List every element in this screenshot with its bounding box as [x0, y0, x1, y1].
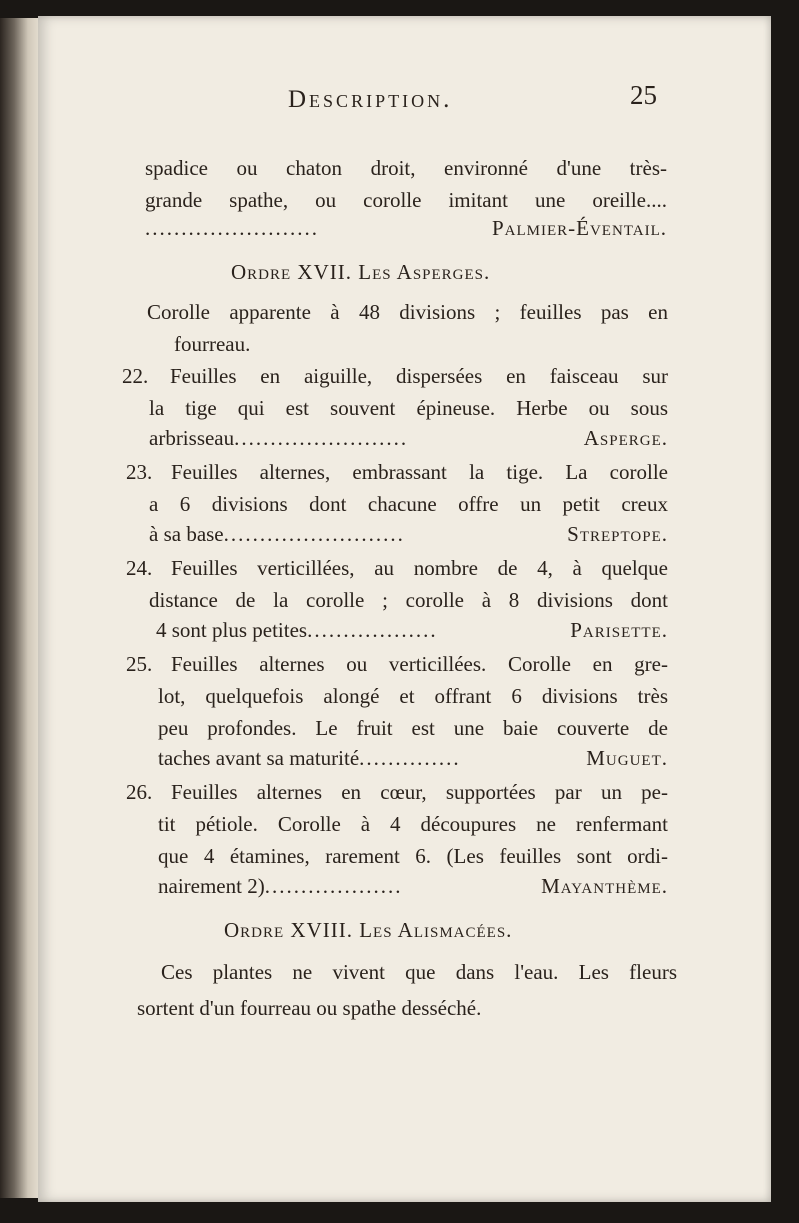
text-span: nairement 2) [158, 874, 265, 898]
text-line: tit pétiole. Corolle à 4 découpures ne renfermant [158, 812, 668, 836]
plant-name: Streptope. [567, 522, 668, 546]
text-line: Corolle apparente à 48 divisions ; feuilles pas en [147, 300, 668, 324]
plant-name: Parisette. [570, 618, 668, 642]
entry-number: 25. [126, 652, 153, 676]
plant-name: Palmier-Éventail. [491, 216, 667, 240]
text-line: que 4 étamines, rarement 6. (Les feuilles sont ordi- [158, 844, 668, 868]
text-line [149, 424, 668, 452]
text-line: la tige qui est souvent épineuse. Herbe ou sous [149, 396, 668, 420]
entry-number: 26. [126, 780, 153, 804]
leader-dots: ........................ [234, 426, 409, 450]
text-line: Feuilles alternes en cœur, supportées par un pe- [171, 780, 668, 804]
book-page [38, 16, 771, 1202]
plant-name: Muguet. [586, 746, 668, 770]
leader-dots: ........................ [145, 216, 319, 240]
leader-dots: ......................... [223, 522, 405, 546]
text-line: Feuilles alternes, embrassant la tige. La corolle [171, 460, 668, 484]
text-line [158, 872, 668, 900]
text-line: fourreau. [174, 332, 251, 356]
text-line: sortent d'un fourreau ou spathe desséché. [137, 996, 482, 1020]
text-line: peu profondes. Le fruit est une baie couverte de [158, 716, 668, 740]
text-line: Feuilles verticillées, au nombre de 4, à quelque [171, 556, 668, 580]
order-heading: Ordre XVII. Les Asperges. [231, 260, 491, 284]
book-binding-edge [0, 18, 40, 1198]
text-span: taches avant sa maturité [158, 746, 360, 770]
text-line: distance de la corolle ; corolle à 8 divisions dont [149, 588, 668, 612]
order-heading: Ordre XVIII. Les Alismacées. [224, 918, 513, 942]
text-span: à sa base [149, 522, 224, 546]
plant-name: Mayanthème. [541, 874, 668, 898]
page-number: 25 [630, 80, 657, 110]
text-line [158, 744, 668, 772]
plant-name: Asperge. [583, 426, 668, 450]
text-line: grande spathe, ou corolle imitant une oreille.... [145, 188, 667, 212]
text-line [149, 520, 668, 548]
text-span: arbrisseau [149, 426, 235, 450]
leader-dots: .................. [307, 618, 438, 642]
entry-number: 23. [126, 460, 153, 484]
running-title: Description. [288, 86, 453, 113]
text-line: a 6 divisions dont chacune offre un petit creux [149, 492, 668, 516]
entry-number: 22. [122, 364, 149, 388]
text-line: spadice ou chaton droit, environné d'une très- [145, 156, 667, 180]
text-line: Ces plantes ne vivent que dans l'eau. Les fleurs [161, 960, 677, 984]
text-line [145, 214, 667, 242]
leader-dots: .............. [359, 746, 461, 770]
page-header [38, 80, 771, 120]
entry-number: 24. [126, 556, 153, 580]
text-span: 4 sont plus petites [156, 618, 308, 642]
text-line: Feuilles alternes ou verticillées. Corolle en gre- [171, 652, 668, 676]
text-line: Feuilles en aiguille, dispersées en faisceau sur [170, 364, 668, 388]
leader-dots: ................... [264, 874, 403, 898]
text-line [156, 616, 668, 644]
text-line: lot, quelquefois alongé et offrant 6 divisions très [158, 684, 668, 708]
